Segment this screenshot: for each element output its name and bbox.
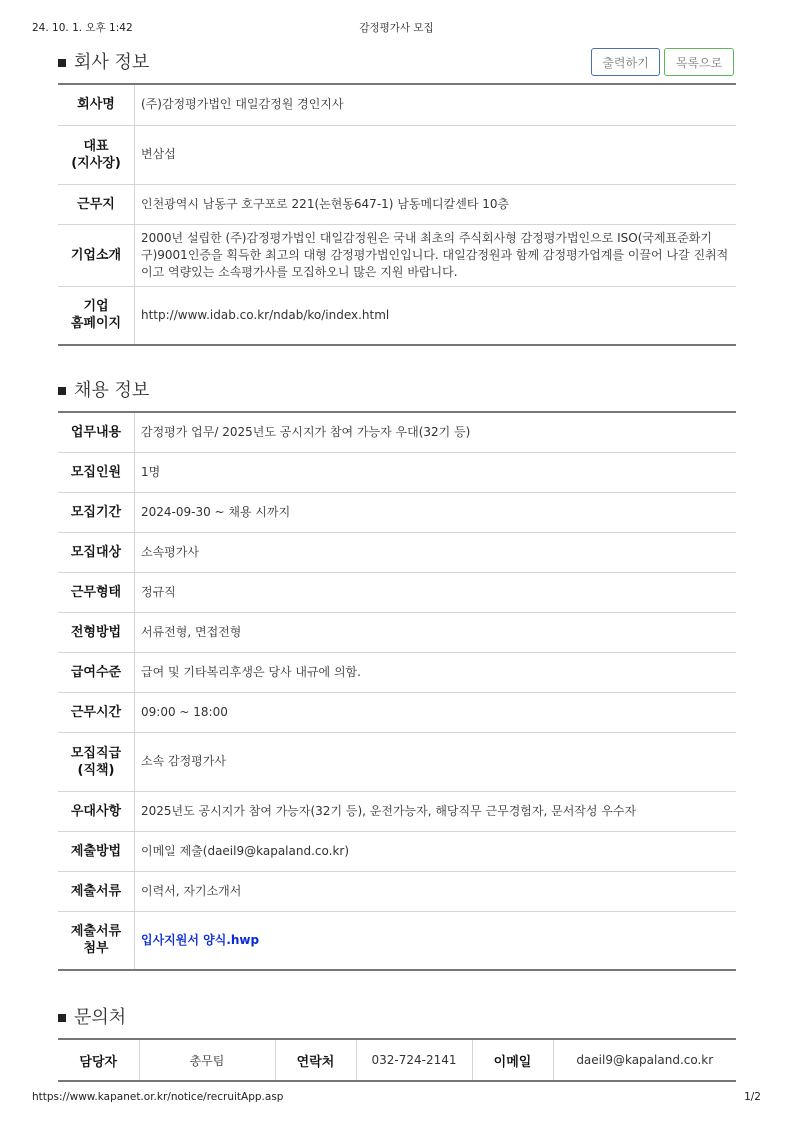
table-row (58, 532, 736, 572)
headcount: 1명 (135, 452, 737, 492)
table-row (58, 412, 736, 452)
selection-method: 서류전형, 면접전형 (135, 612, 737, 652)
contact-table (58, 1038, 736, 1082)
phone-label: 연락처 (275, 1039, 356, 1081)
table-row (58, 732, 736, 791)
row-label: 근무지 (58, 184, 135, 224)
row-label: 기업소개 (58, 224, 135, 286)
page-number: 1/2 (744, 1091, 761, 1103)
job-description: 감정평가 업무/ 2025년도 공시지가 참여 가능자 우대(32기 등) (135, 412, 737, 452)
table-row (58, 1039, 736, 1081)
row-label: 모집기간 (58, 492, 135, 532)
table-row (58, 492, 736, 532)
table-row (58, 831, 736, 871)
company-intro: 2000년 설립한 (주)감정평가법인 대일감정원은 국내 최초의 주식회사형 감정평가법인으로 ISO(국제표준화기구)9001인증을 획득한 최고의 대형 감정평가법인입니다. 대일감정원과 함께 감정평가업계를 이끌어 나갈 진취적이고 역량있는 소속평가사를 모집하오니 많은 지원 바랍니다. (135, 224, 737, 286)
table-row (58, 224, 736, 286)
row-label: 제출서류 첨부 (58, 911, 135, 970)
row-label: 모집인원 (58, 452, 135, 492)
row-label: 모집대상 (58, 532, 135, 572)
recruit-section-title: 채용 정보 (58, 376, 149, 402)
row-label: 전형방법 (58, 612, 135, 652)
recruit-period: 2024-09-30 ~ 채용 시까지 (135, 492, 737, 532)
work-hours: 09:00 ~ 18:00 (135, 692, 737, 732)
square-bullet-icon (58, 59, 66, 67)
representative: 변삼섭 (135, 125, 737, 184)
print-header (32, 20, 761, 36)
row-label: 급여수준 (58, 652, 135, 692)
homepage-link[interactable]: http://www.idab.co.kr/ndab/ko/index.html (135, 286, 737, 345)
row-label: 기업 홈페이지 (58, 286, 135, 345)
row-label: 회사명 (58, 84, 135, 125)
square-bullet-icon (58, 1014, 66, 1022)
company-info-table (58, 83, 736, 346)
company-name: (주)감정평가법인 대일감정원 경인지사 (135, 84, 737, 125)
submission-documents: 이력서, 자기소개서 (135, 871, 737, 911)
table-row (58, 452, 736, 492)
row-label: 제출서류 (58, 871, 135, 911)
row-label: 업무내용 (58, 412, 135, 452)
salary: 급여 및 기타복리후생은 당사 내규에 의함. (135, 652, 737, 692)
work-location: 인천광역시 남동구 호구포로 221(논현동647-1) 남동메디칼센타 10층 (135, 184, 737, 224)
row-label: 제출방법 (58, 831, 135, 871)
print-date: 24. 10. 1. 오후 1:42 (32, 22, 133, 34)
submission-method: 이메일 제출(daeil9@kapaland.co.kr) (135, 831, 737, 871)
attachment-cell (135, 911, 737, 970)
print-url: https://www.kapanet.or.kr/notice/recruitApp.asp (32, 1091, 284, 1103)
email-label: 이메일 (472, 1039, 553, 1081)
email-value: daeil9@kapaland.co.kr (553, 1039, 736, 1081)
row-label: 근무시간 (58, 692, 135, 732)
employment-type: 정규직 (135, 572, 737, 612)
attachment-link[interactable]: 입사지원서 양식.hwp (141, 932, 260, 947)
preferences: 2025년도 공시지가 참여 가능자(32기 등), 운전가능자, 해당직무 근무경험자, 문서작성 우수자 (135, 791, 737, 831)
table-row (58, 286, 736, 345)
table-row (58, 84, 736, 125)
recruit-target: 소속평가사 (135, 532, 737, 572)
print-footer (32, 1091, 761, 1107)
row-label: 대표 (지사장) (58, 125, 135, 184)
square-bullet-icon (58, 387, 66, 395)
table-row (58, 692, 736, 732)
row-label: 모집직급 (직책) (58, 732, 135, 791)
row-label: 근무형태 (58, 572, 135, 612)
company-section-title: 회사 정보 (58, 48, 149, 74)
position-rank: 소속 감정평가사 (135, 732, 737, 791)
table-row (58, 911, 736, 970)
table-row (58, 125, 736, 184)
manager-label: 담당자 (58, 1039, 139, 1081)
table-row (58, 652, 736, 692)
list-button[interactable]: 목록으로 (664, 48, 734, 76)
recruit-info-table (58, 411, 736, 971)
table-row (58, 572, 736, 612)
manager-value: 총무팀 (139, 1039, 275, 1081)
row-label: 우대사항 (58, 791, 135, 831)
contact-section-title: 문의처 (58, 1003, 126, 1029)
table-row (58, 184, 736, 224)
print-doc-title: 감정평가사 모집 (359, 22, 434, 34)
table-row (58, 871, 736, 911)
table-row (58, 791, 736, 831)
print-button[interactable]: 출력하기 (591, 48, 660, 76)
phone-value: 032-724-2141 (356, 1039, 472, 1081)
table-row (58, 612, 736, 652)
